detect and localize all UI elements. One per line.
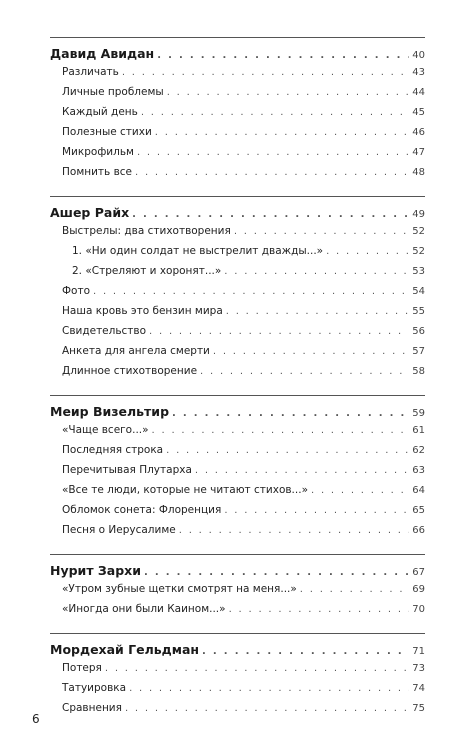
dot-leader — [93, 286, 409, 297]
poem-entry — [62, 225, 425, 245]
poem-title: Каждый день — [62, 106, 138, 118]
poem-title: «Утром зубные щетки смотрят на меня...» — [62, 583, 297, 595]
page-ref: 61 — [412, 425, 425, 436]
page-ref: 58 — [412, 366, 425, 377]
poem-title: 2. «Стреляют и хоронят...» — [72, 265, 222, 277]
author-entry — [50, 404, 425, 424]
toc-section — [50, 395, 425, 544]
poem-title: Татуировка — [62, 682, 127, 694]
poem-entry — [62, 583, 425, 603]
dot-leader — [224, 266, 409, 277]
poem-entry — [62, 702, 425, 722]
poem-entry — [62, 524, 425, 544]
page-ref: 45 — [412, 107, 425, 118]
dot-leader — [122, 67, 409, 78]
dot-leader — [213, 346, 409, 357]
page-ref: 62 — [412, 445, 425, 456]
poem-title: Помнить все — [62, 166, 132, 178]
section-divider — [50, 37, 425, 38]
page-ref: 52 — [412, 246, 425, 257]
dot-leader — [166, 445, 409, 456]
dot-leader — [105, 663, 409, 674]
dot-leader — [135, 167, 409, 178]
poem-title: Наша кровь это бензин мира — [62, 305, 223, 317]
poem-entry — [62, 305, 425, 325]
page-ref: 43 — [412, 67, 425, 78]
page-ref: 46 — [412, 127, 425, 138]
page-number: 6 — [32, 712, 40, 726]
poem-title: Свидетельство — [62, 325, 147, 337]
author-entry — [50, 642, 425, 662]
toc-section — [50, 554, 425, 623]
page-ref: 63 — [412, 465, 425, 476]
dot-leader — [141, 107, 409, 118]
dot-leader — [129, 683, 409, 694]
poem-entry — [62, 662, 425, 682]
dot-leader — [152, 425, 410, 436]
section-divider — [50, 554, 425, 555]
dot-leader — [144, 567, 409, 578]
dot-leader — [326, 246, 409, 257]
poem-title: Потеря — [62, 662, 102, 674]
page-ref: 71 — [412, 646, 425, 657]
dot-leader — [172, 408, 409, 419]
page-ref: 53 — [412, 266, 425, 277]
poem-entry — [62, 444, 425, 464]
dot-leader — [226, 306, 410, 317]
dot-leader — [300, 584, 409, 595]
page-ref: 75 — [412, 703, 425, 714]
poem-entry — [62, 106, 425, 126]
poem-entry — [62, 66, 425, 86]
dot-leader — [200, 366, 409, 377]
page-ref: 55 — [412, 306, 425, 317]
author-name: Давид Авидан — [50, 46, 155, 61]
poem-entry — [62, 325, 425, 345]
poem-entry — [62, 345, 425, 365]
dot-leader — [167, 87, 410, 98]
poem-title: Личные проблемы — [62, 86, 164, 98]
toc-section — [50, 37, 425, 186]
poem-title: 1. «Ни один солдат не выстрелит дважды...» — [72, 245, 324, 257]
dot-leader — [311, 485, 409, 496]
dot-leader — [149, 326, 409, 337]
dot-leader — [224, 505, 409, 516]
poem-entry — [62, 146, 425, 166]
page-ref: 66 — [412, 525, 425, 536]
dot-leader — [125, 703, 409, 714]
dot-leader — [157, 50, 409, 61]
poem-subentry — [72, 265, 425, 285]
dot-leader — [137, 147, 409, 158]
poem-entry — [62, 484, 425, 504]
page-ref: 73 — [412, 663, 425, 674]
toc-section — [50, 196, 425, 385]
poem-title: Длинное стихотворение — [62, 365, 198, 377]
poem-title: «Иногда они были Каином...» — [62, 603, 226, 615]
page-ref: 44 — [412, 87, 425, 98]
page-ref: 56 — [412, 326, 425, 337]
author-name: Ашер Райх — [50, 205, 130, 220]
page-ref: 52 — [412, 226, 425, 237]
poem-entry — [62, 166, 425, 186]
section-divider — [50, 633, 425, 634]
author-name: Меир Визельтир — [50, 404, 170, 419]
toc-section — [50, 633, 425, 722]
poem-title: Анкета для ангела смерти — [62, 345, 210, 357]
poem-title: Полезные стихи — [62, 126, 152, 138]
page-ref: 47 — [412, 147, 425, 158]
poem-title: Последняя строка — [62, 444, 164, 456]
dot-leader — [202, 646, 409, 657]
page-ref: 67 — [412, 567, 425, 578]
page-ref: 65 — [412, 505, 425, 516]
table-of-contents — [50, 37, 425, 732]
author-entry — [50, 205, 425, 225]
dot-leader — [132, 209, 409, 220]
poem-entry — [62, 126, 425, 146]
page-ref: 49 — [412, 209, 425, 220]
page-ref: 69 — [412, 584, 425, 595]
poem-subentry — [72, 245, 425, 265]
dot-leader — [234, 226, 409, 237]
author-entry — [50, 46, 425, 66]
author-name: Нурит Зархи — [50, 563, 141, 578]
page-ref: 54 — [412, 286, 425, 297]
page-ref: 40 — [412, 50, 425, 61]
poem-entry — [62, 504, 425, 524]
page-ref: 70 — [412, 604, 425, 615]
dot-leader — [195, 465, 409, 476]
page-ref: 64 — [412, 485, 425, 496]
poem-title: Обломок сонета: Флоренция — [62, 504, 222, 516]
poem-title: Сравнения — [62, 702, 122, 714]
page-ref: 48 — [412, 167, 425, 178]
poem-title: Фото — [62, 285, 91, 297]
poem-entry — [62, 86, 425, 106]
poem-entry — [62, 285, 425, 305]
section-divider — [50, 395, 425, 396]
poem-title: «Все те люди, которые не читают стихов...» — [62, 484, 308, 496]
poem-entry — [62, 464, 425, 484]
page-ref: 57 — [412, 346, 425, 357]
author-name: Мордехай Гельдман — [50, 642, 200, 657]
poem-entry — [62, 603, 425, 623]
poem-title: Микрофильм — [62, 146, 134, 158]
poem-entry — [62, 682, 425, 702]
page-ref: 59 — [412, 408, 425, 419]
poem-title: Перечитывая Плутарха — [62, 464, 192, 476]
section-divider — [50, 196, 425, 197]
dot-leader — [229, 604, 410, 615]
author-entry — [50, 563, 425, 583]
page-ref: 74 — [412, 683, 425, 694]
poem-title: Различать — [62, 66, 119, 78]
poem-title: Песня о Иерусалиме — [62, 524, 176, 536]
dot-leader — [155, 127, 409, 138]
poem-entry — [62, 424, 425, 444]
poem-entry — [62, 365, 425, 385]
dot-leader — [179, 525, 410, 536]
poem-title: «Чаще всего...» — [62, 424, 149, 436]
poem-title: Выстрелы: два стихотворения — [62, 225, 231, 237]
